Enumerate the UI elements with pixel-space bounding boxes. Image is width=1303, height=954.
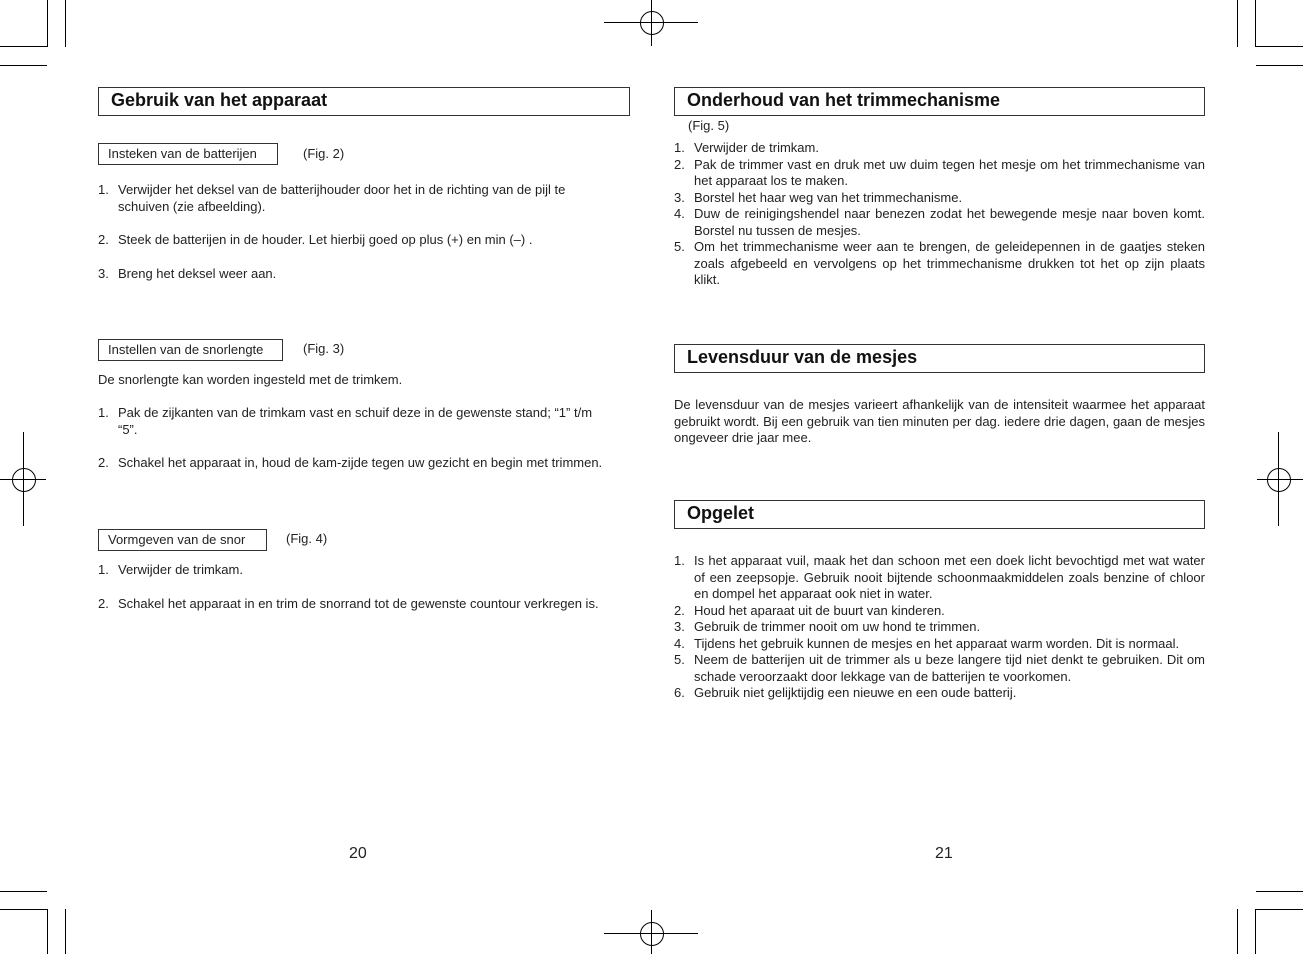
- section-title-lifespan: Levensduur van de mesjes: [674, 344, 1205, 373]
- list-item: 1. Verwijder het deksel van de batterijhouder door het in de richting van de pijl te schuiven (zie afbeelding).: [98, 182, 566, 214]
- list-item: 1. Verwijder de trimkam.: [98, 562, 243, 577]
- list-item: 1. Is het apparaat vuil, maak het dan schoon met een doek licht bevochtigd met wat water of een zeepsopje. Gebruik nooit bijtende schoonmaakmiddelen zoals benzine of chloor en dompel het apparaat ook niet in water.: [674, 553, 1205, 601]
- shaping-steps: [98, 562, 638, 629]
- fig-ref-5: (Fig. 5): [688, 118, 730, 133]
- list-item: 2. Schakel het apparaat in, houd de kam-zijde tegen uw gezicht en begin met trimmen.: [98, 455, 603, 470]
- list-item: 5. Om het trimmechanisme weer aan te brengen, de geleidepennen in de gaatjes steken zoals afgebeeld en vervolgens op het trimmechanisme drukken tot het op zijn plaats klikt.: [674, 239, 1205, 287]
- subsection-label-batteries: Insteken van de batterijen: [98, 143, 278, 165]
- subsection-label-shaping: Vormgeven van de snor: [98, 529, 267, 551]
- page-number-left: 20: [349, 845, 367, 862]
- subsection-label-length: Instellen van de snorlengte: [98, 339, 283, 361]
- section-title-maintenance: Onderhoud van het trimmechanisme: [674, 87, 1205, 116]
- lifespan-text: De levensduur van de mesjes varieert afhankelijk van de intensiteit waarmee het apparaat gebruikt wordt. Bij een gebruik van tien minuten per dag. iedere drie dagen, gaan de mesjes ongeveer drie jaar mee.: [674, 397, 1205, 445]
- list-item: 2. Steek de batterijen in de houder. Let hierbij goed op plus (+) en min (–) .: [98, 232, 533, 247]
- list-item: 1. Verwijder de trimkam.: [674, 140, 819, 155]
- list-item: 3. Gebruik de trimmer nooit om uw hond te trimmen.: [674, 619, 981, 634]
- list-item: 4. Tijdens het gebruik kunnen de mesjes en het apparaat warm worden. Dit is normaal.: [674, 635, 1180, 651]
- list-item: 2. Schakel het apparaat in en trim de snorrand tot de gewenste countour verkregen is.: [98, 595, 599, 611]
- length-intro: De snorlengte kan worden ingesteld met de trimkem.: [98, 372, 403, 387]
- fig-ref-3: (Fig. 3): [303, 341, 345, 356]
- section-title-caution: Opgelet: [674, 500, 1205, 529]
- list-item: 2. Pak de trimmer vast en druk met uw duim tegen het mesje om het trimmechanisme van het apparaat los te maken.: [674, 156, 1205, 188]
- list-item: 3. Breng het deksel weer aan.: [98, 265, 277, 281]
- maintenance-steps: [674, 140, 1205, 289]
- list-item: 4. Duw de reinigingshendel naar benezen zodat het bewegende mesje naar boven komt. Borstel nu tussen de mesjes.: [674, 206, 1205, 238]
- caution-items: [674, 553, 1205, 702]
- section-title-usage: Gebruik van het apparaat: [98, 87, 630, 116]
- page-number-right: 21: [935, 845, 953, 862]
- fig-ref-4: (Fig. 4): [286, 531, 328, 546]
- battery-steps: [98, 182, 618, 299]
- list-item: 6. Gebruik niet gelijktijdig een nieuwe en een oude batterij.: [674, 685, 1017, 700]
- fig-ref-2: (Fig. 2): [303, 146, 345, 161]
- list-item: 2. Houd het aparaat uit de buurt van kinderen.: [674, 602, 945, 618]
- list-item: 1. Pak de zijkanten van de trimkam vast en schuif deze in de gewenste stand; “1” t/m “5”.: [98, 405, 593, 437]
- length-steps: [98, 405, 633, 489]
- list-item: 5. Neem de batterijen uit de trimmer als u beze langere tijd niet denkt te gebruiken. Dit om schade veroorzaakt door lekkage van de batterijen te voorkomen.: [674, 652, 1205, 684]
- list-item: 3. Borstel het haar weg van het trimmechanisme.: [674, 189, 963, 205]
